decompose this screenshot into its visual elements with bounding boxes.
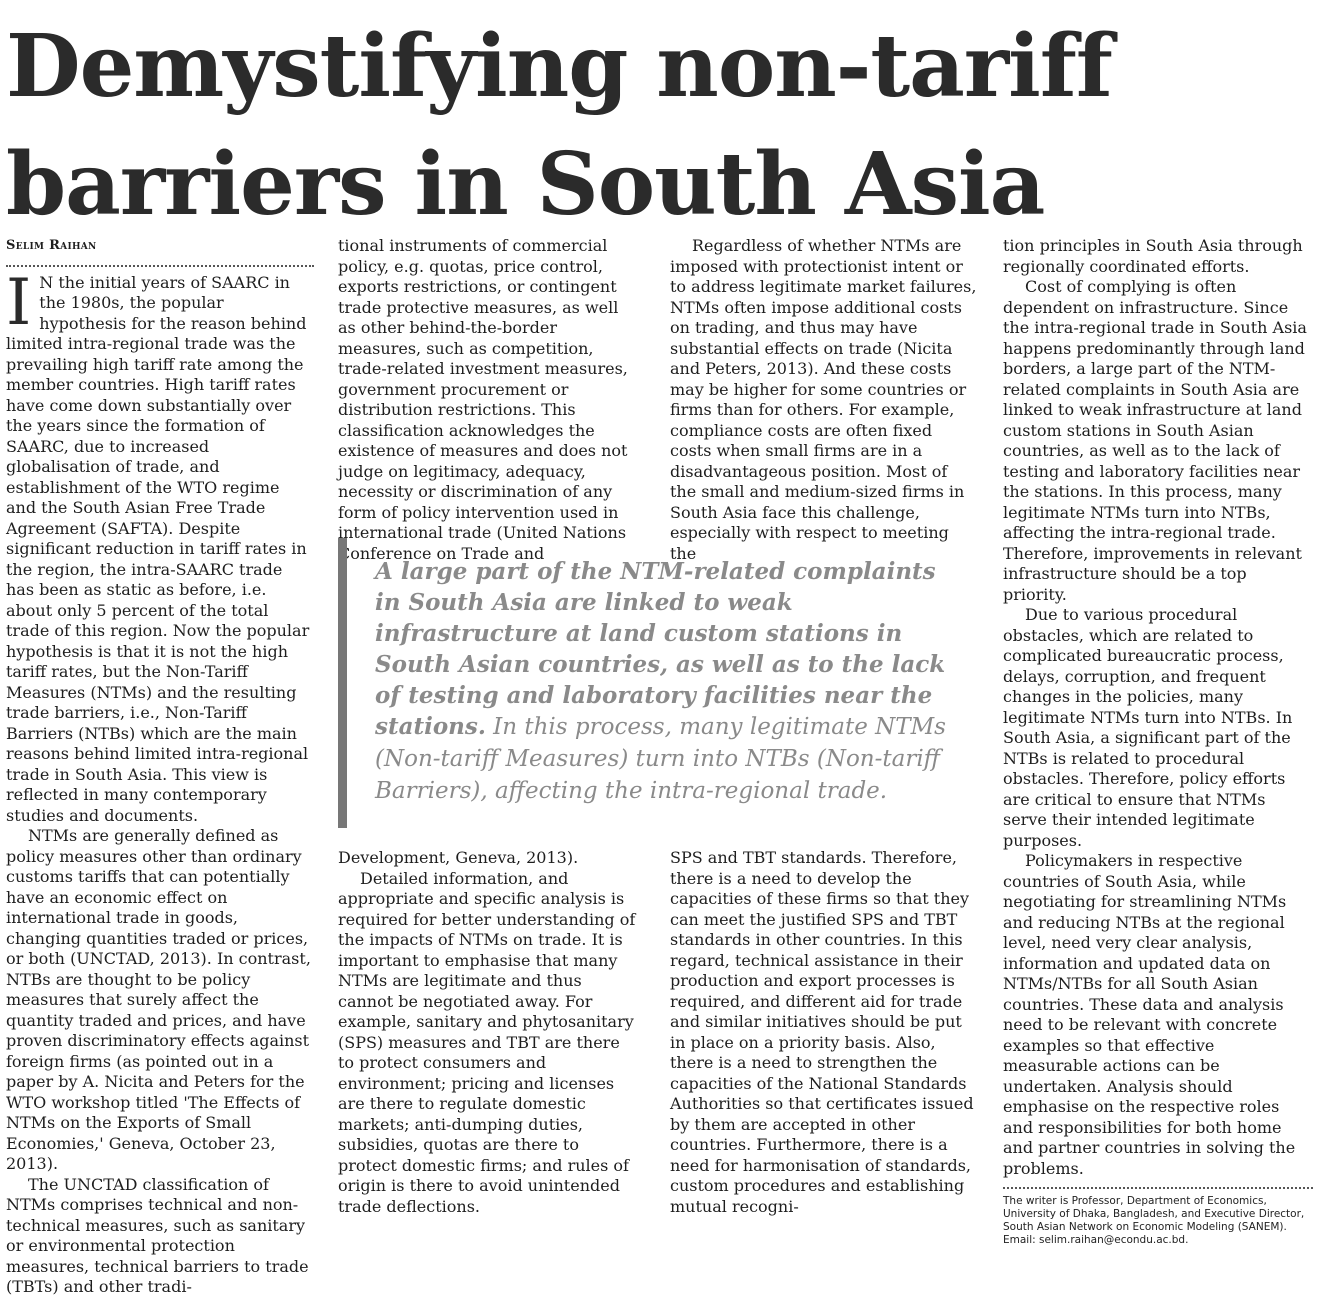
col1-paragraph-2: NTMs are generally defined as policy measures other than ordinary customs tariffs that can potentially have an economic effect on international trade in goods, changing quantities traded or prices, or both (UNCTAD, 2013). In contrast, NTBs are thought to be policy measures that surely affect the quantity traded and prices, and have proven discriminatory effects against foreign firms (as pointed out in a paper by A. Nicita and Peters for the WTO workshop titled 'The Effects of NTMs on the Exports of Small Economies,' Geneva, October 23, 2013). [6, 826, 311, 1173]
column-2-top [338, 236, 640, 564]
col2-bottom-paragraph-2: Detailed information, and appropriate and specific analysis is required for better understanding of the impacts of NTMs on trade. It is important to emphasise that many NTMs are legitimate and thus cannot be negotiated away. For example, sanitary and phytosanitary (SPS) measures and TBT are there to protect consumers and environment; pricing and licenses are there to regulate domestic markets; anti-dumping duties, subsidies, quotas are there to protect domestic firms; and rules of origin is there to avoid unintended trade deflections. [338, 868, 636, 1216]
author-note [1003, 1187, 1313, 1247]
drop-cap: I [6, 265, 32, 340]
author-email: Email: selim.raihan@econdu.ac.bd. [1003, 1234, 1189, 1246]
column-3-bottom [670, 848, 978, 1217]
col4-paragraph-1: tion principles in South Asia through regionally coordinated efforts. [1003, 236, 1303, 276]
author-bio: The writer is Professor, Department of Economics, University of Dhaka, Bangladesh, and Executive Director, South Asian Network on Economic Modeling (SANEM). [1003, 1195, 1305, 1233]
headline-line-2: barriers in South Asia [6, 134, 1045, 235]
col1-paragraph-3: The UNCTAD classification of NTMs comprises technical and non-technical measures, such as sanitary or environmental protection measures, technical barriers to trade (TBTs) and other tradi- [6, 1174, 309, 1296]
col3-top-paragraph: Regardless of whether NTMs are imposed with protectionist intent or to address legitimate market failures, NTMs often impose additional costs on trading, and thus may have substantial effects on trade (Nicita and Peters, 2013). And these costs may be higher for some countries or firms than for others. For example, compliance costs are often fixed costs when small firms are in a disadvantageous position. Most of the small and medium-sized firms in South Asia face this challenge, especially with respect to meeting the [670, 236, 977, 563]
pull-quote-bold: A large part of the NTM-related complaints in South Asia are linked to weak infrastructure at land custom stations in South Asian countries, as well as to the lack of testing and laboratory facilities near the stations. [375, 558, 946, 740]
col2-bottom-paragraph-1: Development, Geneva, 2013). [338, 848, 579, 867]
column-2-bottom [338, 848, 640, 1217]
intro-paragraph: I N the initial years of SAARC in the 1980s, the popular hypothesis for the reason behind limited intra-regional trade was the prevailing high tariff rate among the member countries. High tariff rates have come down substantially over the years since the formation of SAARC, due to increased globalisation of trade, and establishment of the WTO regime and the South Asian Free Trade Agreement (SAFTA). Despite significant reduction in tariff rates in the region, the intra-SAARC trade has been as static as before, i.e. about only 5 percent of the total trade of this region. Now the popular hypothesis is that it is not the high tariff rates, but the Non-Tariff Measures (NTMs) and the resulting trade barriers, i.e., Non-Tariff Barriers (NTBs) which are the main reasons behind limited intra-regional trade in South Asia. This view is reflected in many contemporary studies and documents. [6, 265, 310, 825]
pull-quote-rest: In this process, many legitimate NTMs (Non-tariff Measures) turn into NTBs (Non-tariff Barriers), affecting the intra-regional trade. [375, 714, 946, 804]
pull-quote [338, 538, 970, 828]
col2-top-paragraph: tional instruments of commercial policy, e.g. quotas, price control, exports restrictions, or contingent trade protective measures, as well as other behind-the-border measures, such as competition, trade-related investment measures, government procurement or distribution restrictions. This classification acknowledges the existence of measures and does not judge on legitimacy, adequacy, necessity or discrimination of any form of policy intervention used in international trade (United Nations Conference on Trade and [338, 236, 628, 563]
headline-line-1: Demystifying non-tariff [6, 16, 1112, 117]
column-4 [1003, 236, 1313, 1247]
headline [6, 8, 1326, 244]
col3-bottom-paragraph: SPS and TBT standards. Therefore, there is a need to develop the capacities of these firms so that they can meet the justified SPS and TBT standards in other countries. In this regard, technical assistance in their production and export processes is required, and different aid for trade and similar initiatives should be put in place on a priority basis. Also, there is a need to strengthen the capacities of the National Standards Authorities so that certificates issued by them are accepted in other countries. Furthermore, there is a need for harmonisation of standards, custom procedures and establishing mutual recogni- [670, 848, 974, 1216]
column-3-top [670, 236, 978, 564]
column-1 [6, 236, 314, 1298]
col4-paragraph-4: Policymakers in respective countries of South Asia, while negotiating for streamlining NTMs and reducing NTBs at the regional level, need very clear analysis, information and updated data on NTMs/NTBs for all South Asian countries. These data and analysis need to be relevant with concrete examples so that effective measurable actions can be undertaken. Analysis should emphasise on the respective roles and responsibilities for both home and partner countries in solving the problems. [1003, 851, 1296, 1178]
byline: Selim Raihan [6, 236, 314, 267]
col4-paragraph-2: Cost of complying is often dependent on infrastructure. Since the intra-regional trade in South Asia happens predominantly through land borders, a large part of the NTM-related complaints in South Asia are linked to weak infrastructure at land custom stations in South Asian countries, as well as to the lack of testing and laboratory facilities near the stations. In this process, many legitimate NTMs turn into NTBs, affecting the intra-regional trade. Therefore, improvements in relevant infrastructure should be a top priority. [1003, 277, 1307, 604]
col4-paragraph-3: Due to various procedural obstacles, which are related to complicated bureaucratic process, delays, corruption, and frequent changes in the policies, many legitimate NTMs turn into NTBs. In South Asia, a significant part of the NTBs is related to procedural obstacles. Therefore, policy efforts are critical to ensure that NTMs serve their intended legitimate purposes. [1003, 605, 1293, 850]
